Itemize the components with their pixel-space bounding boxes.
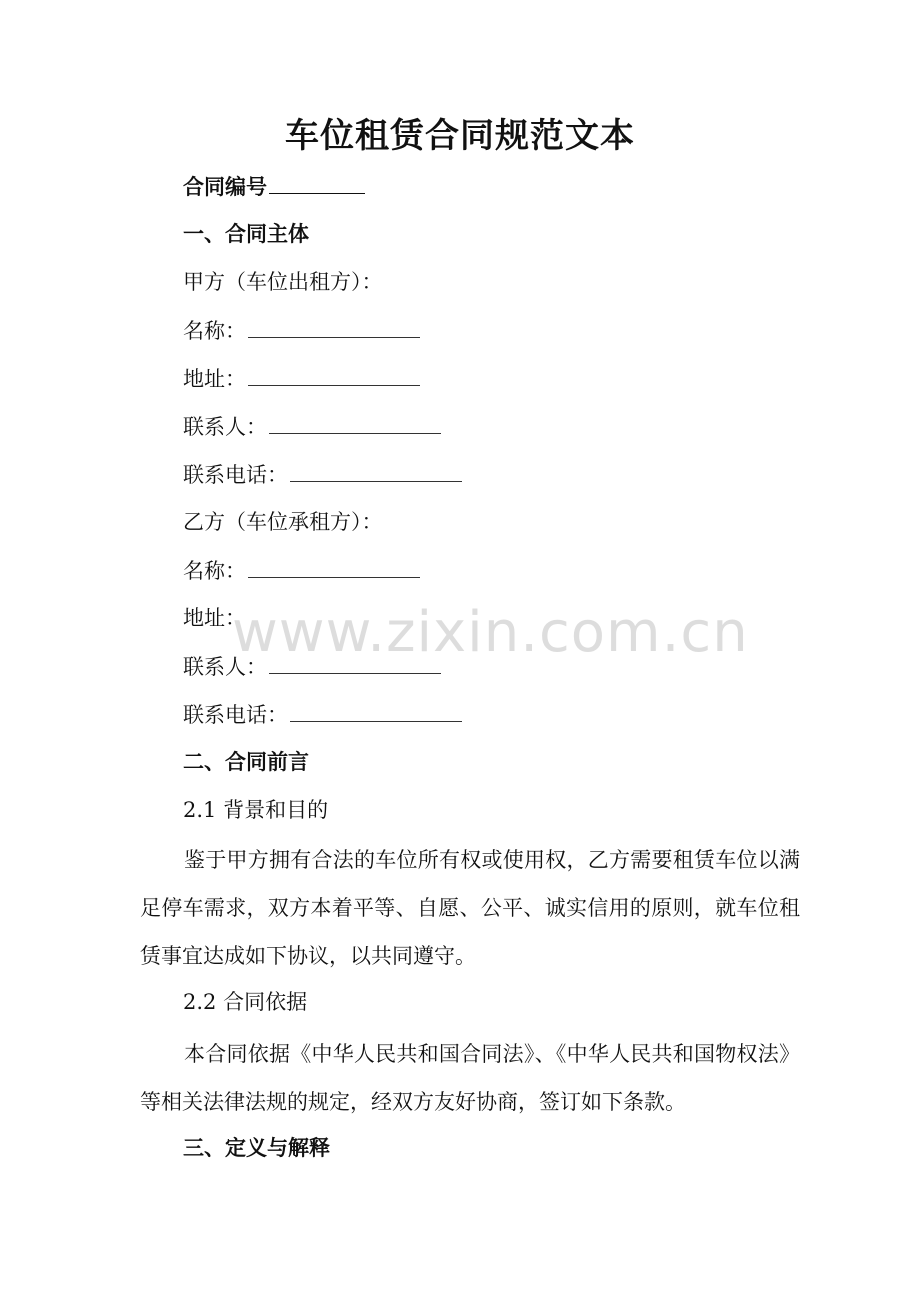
contract-number-row xyxy=(183,171,365,202)
party-b-name-label: 名称： xyxy=(183,559,246,583)
party-a-contact-blank xyxy=(269,411,441,434)
section2-sub1: 2.1 背景和目的 xyxy=(183,798,329,822)
party-a-address-blank xyxy=(248,363,420,386)
section3-heading: 三、定义与解释 xyxy=(183,1136,330,1160)
party-a-heading: 甲方（车位出租方）： xyxy=(183,270,383,294)
section2-heading: 二、合同前言 xyxy=(183,750,309,774)
watermark-text: www.zixin.com.cn xyxy=(232,600,749,665)
party-b-phone-row xyxy=(183,699,462,730)
party-a-name-row xyxy=(183,315,420,346)
party-b-name-row xyxy=(183,555,420,586)
party-a-name-blank xyxy=(248,315,420,338)
party-b-phone-blank xyxy=(290,699,462,722)
party-a-phone-row xyxy=(183,459,462,490)
contract-number-label: 合同编号 xyxy=(183,175,267,199)
section2-sub2: 2.2 合同依据 xyxy=(183,990,308,1014)
party-a-name-label: 名称： xyxy=(183,319,246,343)
party-b-contact-label: 联系人： xyxy=(183,655,267,679)
party-a-phone-blank xyxy=(290,459,462,482)
document-title: 车位租赁合同规范文本 xyxy=(285,116,635,156)
party-a-address-label: 地址： xyxy=(183,367,246,391)
party-a-contact-label: 联系人： xyxy=(183,415,267,439)
party-b-heading: 乙方（车位承租方）： xyxy=(183,510,383,534)
section1-heading: 一、合同主体 xyxy=(183,222,309,246)
party-a-address-row xyxy=(183,363,420,394)
party-b-phone-label: 联系电话： xyxy=(183,703,288,727)
party-a-phone-label: 联系电话： xyxy=(183,463,288,487)
party-a-contact-row xyxy=(183,411,441,442)
party-b-name-blank xyxy=(248,555,420,578)
section2-paragraph2: 本合同依据《中华人民共和国合同法》、《中华人民共和国物权法》等相关法律法规的规定，经双方友好协商，签订如下条款。 xyxy=(140,1042,800,1114)
contract-number-blank xyxy=(269,171,365,194)
section2-paragraph1: 鉴于甲方拥有合法的车位所有权或使用权，乙方需要租赁车位以满足停车需求，双方本着平等、自愿、公平、诚实信用的原则，就车位租赁事宜达成如下协议，以共同遵守。 xyxy=(140,848,800,968)
party-b-address-label: 地址： xyxy=(183,606,246,630)
